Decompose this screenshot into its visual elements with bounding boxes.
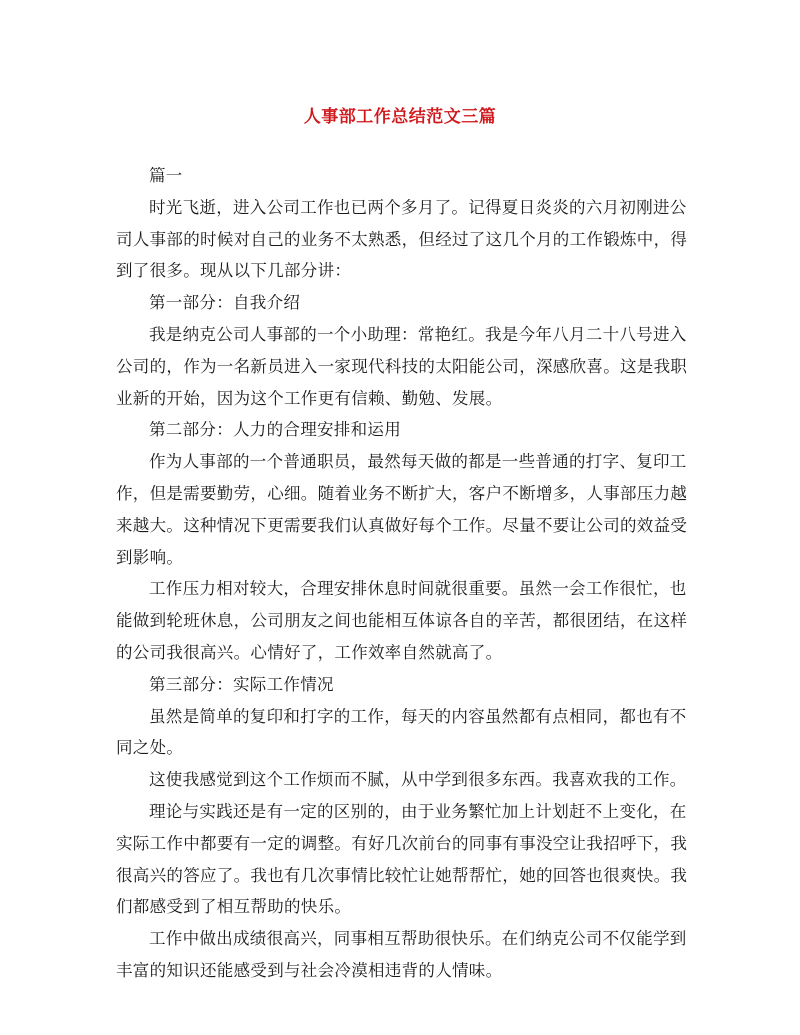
section-heading: 第二部分：人力的合理安排和运用: [149, 420, 401, 440]
section-heading: 第三部分：实际工作情况: [149, 674, 334, 694]
section-heading: 第一部分：自我介绍: [149, 293, 301, 313]
body-paragraph: 作为人事部的一个普通职员，最然每天做的都是一些普通的打字、复印工作，但是需要勤劳，心细。随着业务不断扩大，客户不断增多，人事部压力越来越大。这种情况下更需要我们认真做好每个工作。尽量不要让公司的效益受到影响。: [116, 452, 688, 567]
document-body: [116, 160, 696, 987]
body-paragraph: 虽然是简单的复印和打字的工作，每天的内容虽然都有点相同，都也有不同之处。: [116, 706, 687, 758]
body-paragraph: 理论与实践还是有一定的区别的，由于业务繁忙加上计划赶不上变化，在实际工作中都要有一定的调整。有好几次前台的同事有事没空让我招呼下，我很高兴的答应了。我也有几次事情比较忙让她帮帮忙，她的回答也很爽快。我们都感受到了相互帮助的快乐。: [116, 801, 688, 917]
body-paragraph: 时光飞逝，进入公司工作也已两个多月了。记得夏日炎炎的六月初刚进公司人事部的时候对自己的业务不太熟悉，但经过了这几个月的工作锻炼中，得到了很多。现从以下几部分讲：: [116, 197, 688, 281]
body-paragraph: 工作中做出成绩很高兴，同事相互帮助很快乐。在们纳克公司不仅能学到丰富的知识还能感受到与社会冷漠相违背的人情味。: [116, 929, 687, 980]
section-heading-part-one: 篇一: [149, 166, 183, 185]
body-paragraph: 工作压力相对较大，合理安排休息时间就很重要。虽然一会工作很忙，也能做到轮班休息，公司朋友之间也能相互体谅各自的辛苦，都很团结，在这样的公司我很高兴。心情好了，工作效率自然就高了。: [116, 579, 688, 662]
body-paragraph: 这使我感觉到这个工作烦而不腻，从中学到很多东西。我喜欢我的工作。: [149, 770, 687, 790]
body-paragraph: 我是纳克公司人事部的一个小助理：常艳红。我是今年八月二十八号进入公司的，作为一名新员进入一家现代科技的太阳能公司，深感欣喜。这是我职业新的开始，因为这个工作更有信赖、勤勉、发展。: [116, 324, 688, 408]
document-title: 人事部工作总结范文三篇: [303, 107, 497, 127]
